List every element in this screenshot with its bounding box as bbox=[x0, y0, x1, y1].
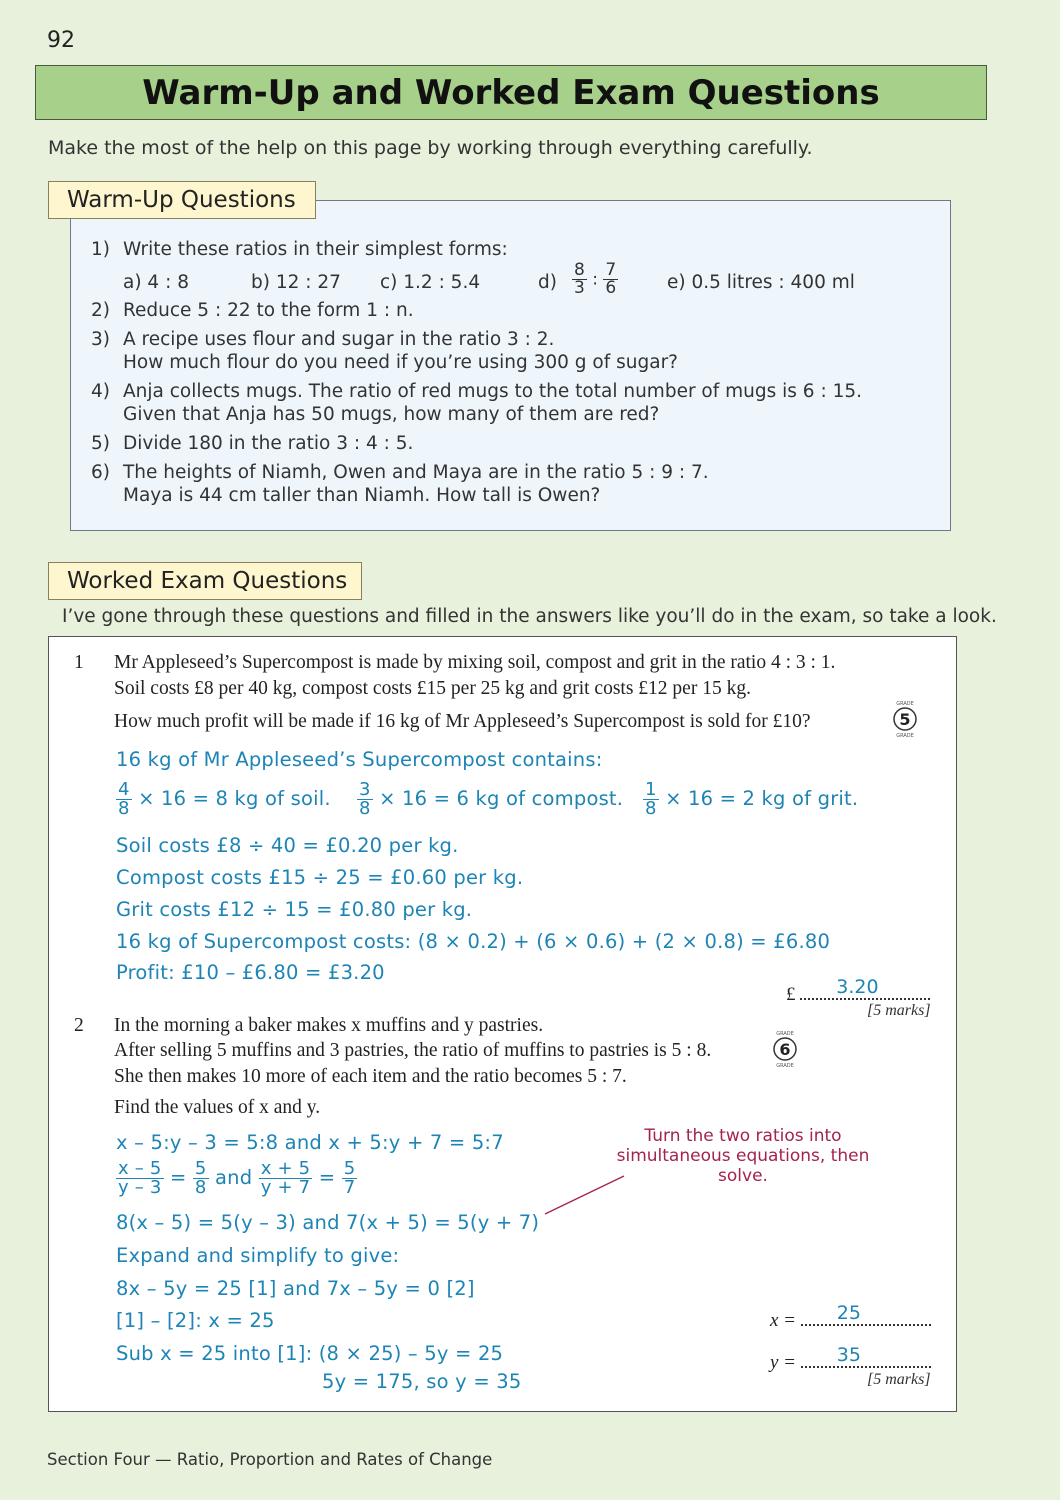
q4-line1: Anja collects mugs. The ratio of red mugs to the total number of mugs is 6 : 15. bbox=[123, 381, 862, 402]
q3-number: 3) bbox=[91, 329, 110, 350]
q5-text: Divide 180 in the ratio 3 : 4 : 5. bbox=[123, 433, 414, 454]
wq1-answer: 3.20 bbox=[836, 976, 879, 998]
svg-text:GRADE: GRADE bbox=[776, 1031, 794, 1037]
wq2-line3: She then makes 10 more of each item and the ratio becomes 5 : 7. bbox=[114, 1066, 627, 1087]
q3-line2: How much flour do you need if you’re using 300 g of sugar? bbox=[123, 352, 678, 373]
wq2-work4: Expand and simplify to give: bbox=[116, 1244, 400, 1267]
q1-text: Write these ratios in their simplest forms: bbox=[123, 239, 508, 260]
wq2-x-answer-line: x = 25 bbox=[770, 1306, 931, 1332]
q4-number: 4) bbox=[91, 381, 110, 402]
wq2-work6: [1] – [2]: x = 25 bbox=[116, 1309, 275, 1332]
wq1-work5: 16 kg of Supercompost costs: (8 × 0.2) + (6 × 0.6) + (2 × 0.8) = £6.80 bbox=[116, 930, 831, 953]
wq1-line2: Soil costs £8 per 40 kg, compost costs £15 per 25 kg and grit costs £12 per 15 kg. bbox=[114, 678, 751, 699]
q4-line2: Given that Anja has 50 mugs, how many of them are red? bbox=[123, 404, 660, 425]
grade-6-badge bbox=[766, 1030, 804, 1068]
wq1-work2: Soil costs £8 ÷ 40 = £0.20 per kg. bbox=[116, 834, 459, 857]
q3-line1: A recipe uses flour and sugar in the ratio 3 : 2. bbox=[123, 329, 555, 350]
grade-5-badge bbox=[886, 700, 924, 738]
q1a: a) 4 : 8 bbox=[123, 272, 189, 293]
hint-pointer-line bbox=[540, 1170, 630, 1220]
q1b: b) 12 : 27 bbox=[251, 272, 341, 293]
wq1-work1: 16 kg of Mr Appleseed’s Supercompost contains: bbox=[116, 748, 603, 771]
wq1-work3: Compost costs £15 ÷ 25 = £0.60 per kg. bbox=[116, 866, 524, 889]
svg-text:GRADE: GRADE bbox=[896, 733, 914, 738]
wq2-marks: [5 marks] bbox=[867, 1371, 931, 1388]
q2-number: 2) bbox=[91, 300, 110, 321]
wq1-number: 1 bbox=[74, 652, 84, 673]
wq2-work1: x – 5:y – 3 = 5:8 and x + 5:y + 7 = 5:7 bbox=[116, 1131, 504, 1154]
wq1-work-fraction2: $\frac{3}{8}$ × 16 = 6 kg of compost. bbox=[359, 779, 624, 819]
wq1-line3: How much profit will be made if 16 kg of Mr Appleseed’s Supercompost is sold for £10? bbox=[114, 711, 811, 732]
wq2-work5: 8x – 5y = 25 [1] and 7x – 5y = 0 [2] bbox=[116, 1277, 475, 1300]
warmup-heading: Warm-Up Questions bbox=[48, 181, 316, 219]
wq1-line1: Mr Appleseed’s Supercompost is made by mixing soil, compost and grit in the ratio 4 : 3 : 1. bbox=[114, 652, 836, 673]
wq2-line1: In the morning a baker makes x muffins and y pastries. bbox=[114, 1015, 544, 1036]
q1-number: 1) bbox=[91, 239, 110, 260]
wq2-work8: 5y = 175, so y = 35 bbox=[322, 1370, 522, 1393]
wq2-y-answer-line: y = 35 bbox=[770, 1348, 931, 1374]
wq2-work2-fractions: $\frac{x - 5}{y - 3}$ = $\frac{5}{8}$ and $\frac{x + 5}{y + 7}$ = $\frac{5}{7}$ bbox=[118, 1158, 356, 1198]
wq2-work3: 8(x – 5) = 5(y – 3) and 7(x + 5) = 5(y + 7) bbox=[116, 1211, 540, 1234]
wq2-line2: After selling 5 muffins and 3 pastries, the ratio of muffins to pastries is 5 : 8. bbox=[114, 1040, 712, 1061]
q1d-label: d) bbox=[538, 272, 557, 293]
svg-text:6: 6 bbox=[779, 1040, 791, 1059]
q2-text: Reduce 5 : 22 to the form 1 : n. bbox=[123, 300, 414, 321]
wq2-work7: Sub x = 25 into [1]: (8 × 25) – 5y = 25 bbox=[116, 1342, 504, 1365]
q5-number: 5) bbox=[91, 433, 110, 454]
q6-number: 6) bbox=[91, 462, 110, 483]
q1d-ratio: $\frac{8}{3}$ : $\frac{7}{6}$ bbox=[574, 260, 617, 298]
q6-line2: Maya is 44 cm taller than Niamh. How tall is Owen? bbox=[123, 485, 601, 506]
svg-text:GRADE: GRADE bbox=[776, 1063, 794, 1068]
footer: Section Four — Ratio, Proportion and Rates of Change bbox=[47, 1450, 493, 1469]
wq1-marks: [5 marks] bbox=[867, 1002, 931, 1019]
wq2-number: 2 bbox=[74, 1015, 84, 1036]
wq1-work4: Grit costs £12 ÷ 15 = £0.80 per kg. bbox=[116, 898, 473, 921]
hint-note: Turn the two ratios into simultaneous equations, then solve. bbox=[616, 1126, 870, 1186]
svg-text:5: 5 bbox=[899, 710, 911, 729]
wq2-line4: Find the values of x and y. bbox=[114, 1097, 321, 1118]
wq2-x-answer: 25 bbox=[836, 1302, 861, 1324]
wq1-work6: Profit: £10 – £6.80 = £3.20 bbox=[116, 961, 385, 984]
q1c: c) 1.2 : 5.4 bbox=[380, 272, 481, 293]
worked-intro: I’ve gone through these questions and filled in the answers like you’ll do in the exam, so take a look. bbox=[62, 606, 997, 627]
q6-line1: The heights of Niamh, Owen and Maya are in the ratio 5 : 9 : 7. bbox=[123, 462, 709, 483]
wq1-work-fractions: $\frac{4}{8}$ × 16 = 8 kg of soil. bbox=[118, 779, 331, 819]
page-number: 92 bbox=[47, 28, 75, 53]
intro-text: Make the most of the help on this page by working through everything carefully. bbox=[48, 137, 813, 159]
wq1-answer-line: £ 3.20 bbox=[786, 980, 930, 1006]
q1e: e) 0.5 litres : 400 ml bbox=[667, 272, 855, 293]
wq1-work-fraction3: $\frac{1}{8}$ × 16 = 2 kg of grit. bbox=[645, 779, 859, 819]
page-title: Warm-Up and Worked Exam Questions bbox=[35, 65, 987, 120]
svg-text:GRADE: GRADE bbox=[896, 701, 914, 707]
wq2-y-answer: 35 bbox=[836, 1344, 861, 1366]
worked-heading: Worked Exam Questions bbox=[48, 562, 362, 600]
